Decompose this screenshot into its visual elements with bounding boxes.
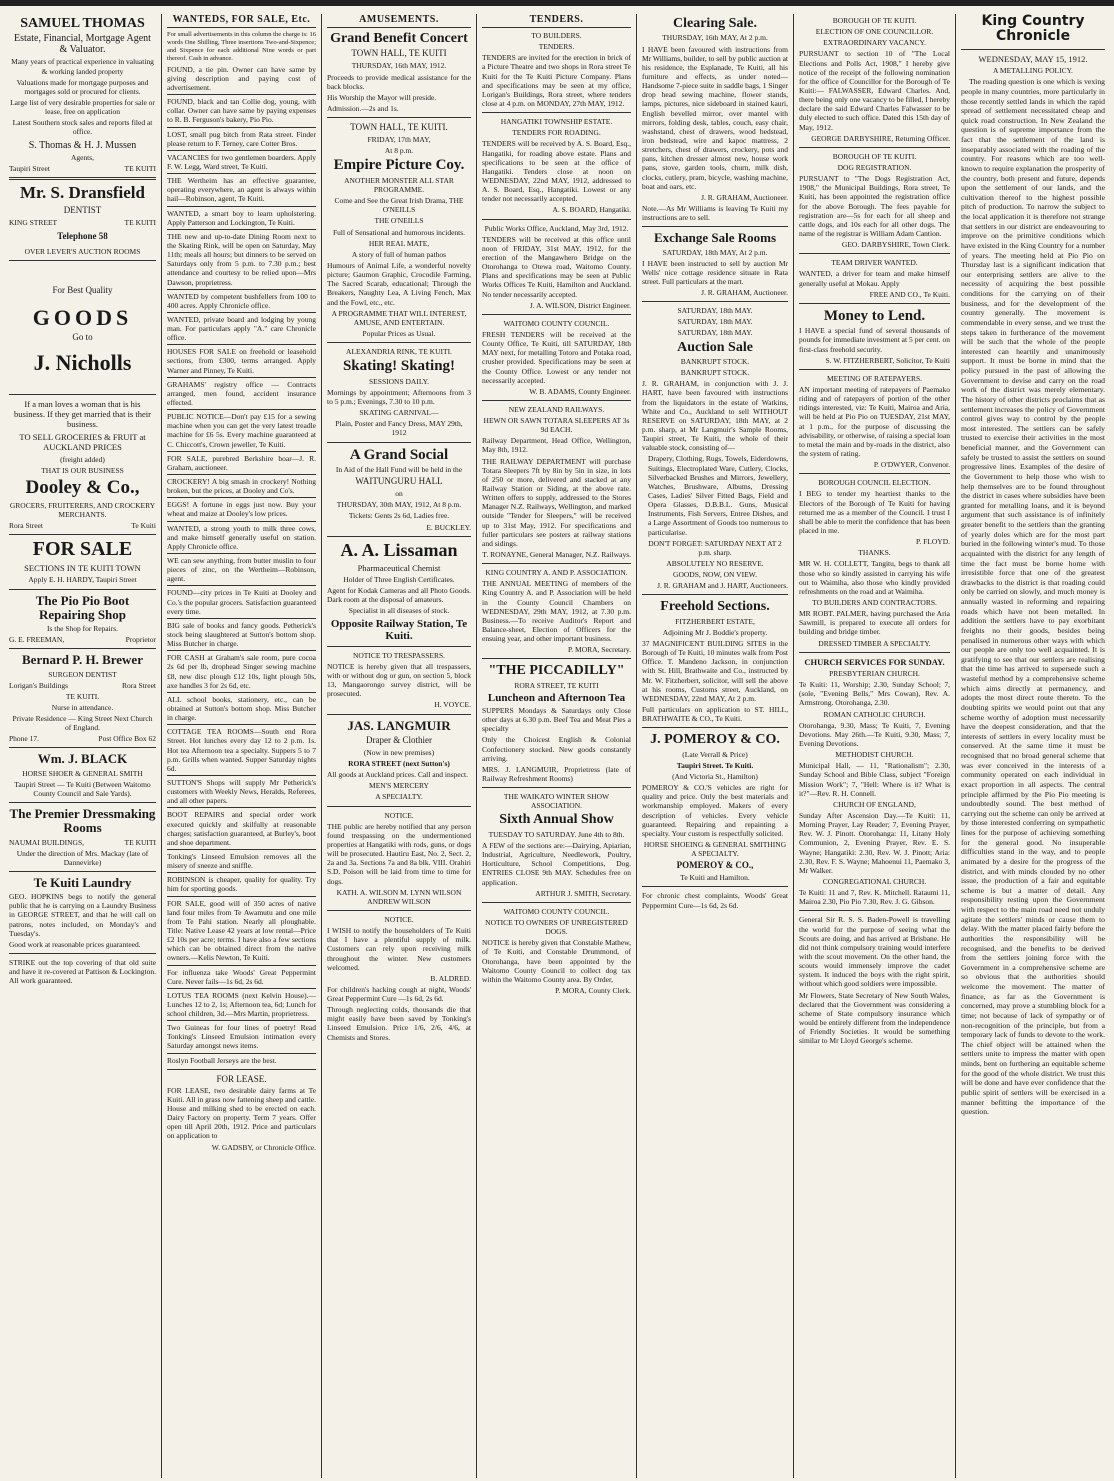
classified-ad: ROBINSON is cheaper, quality for quality. Try him for sporting goods. bbox=[167, 875, 316, 894]
cofe-t: Sunday After Ascension Day.—Te Kuiti: 11, Morning Prayer, Lay Reader; 7, Evening Prayer, Rev. W. J. Pinott. Otorohanga: 11, Litany Holy Communion, 2, Evening Prayer, Rev. E. S. Wayne; Hangatiki: 2.30, Rev. W. J. Pinott; Aria: 2.30, Rev. F. S. Wayne; Mahoenui 11, Paemako 3, Mr Walker. bbox=[799, 810, 950, 875]
brewer-street: Rora Street bbox=[122, 680, 156, 690]
columns bbox=[4, 14, 1110, 1478]
classified-ad: BIG sale of books and fancy goods. Petherick's stock being slaughtered at Sutton's bottom shop. Miss Butcher in charge. bbox=[167, 620, 316, 649]
classified-ad: SUTTON'S Shops will supply Mr Petherick's customers with Weekly News, Heralds, Referees, and all other papers. bbox=[167, 777, 316, 806]
classified-ad: LOTUS TEA ROOMS (next Kelvin House).—Lunches 12 to 2, 1s; Afternoon tea, 6d; Lunch for school children, 3d.—Mrs Martin, proprietress. bbox=[167, 990, 316, 1019]
brewer-bldg: Lorigan's Buildings bbox=[9, 680, 69, 690]
masthead-date: WEDNESDAY, MAY 15, 1912. bbox=[978, 53, 1088, 64]
fs-text: 37 MAGNIFICENT BUILDING SITES in the Borough of Te Kuiti, 10 minutes walk from Post Office. T. Mandeno Jackson, in conjunction with St. Hill, Brathwaite and Co., instructed by Mr. W. Fitzherbert, solicitor, will sell the above at his rooms, Customs street, Auckland, on WEDNESDAY, 22nd MAY, At 2 p.m. bbox=[642, 639, 788, 703]
mens-mercery: MEN'S MERCERY bbox=[369, 781, 429, 791]
fitz-sub: Adjoining Mr J. Boddie's property. bbox=[662, 627, 768, 637]
lease-heading: FOR LEASE. bbox=[216, 1073, 267, 1084]
board: A. S. BOARD, Hangatiki. bbox=[552, 205, 631, 215]
cs-note: Note.—As Mr Williams is leaving Te Kuiti my instructions are to sell. bbox=[642, 203, 788, 223]
lease-sign: W. GADSBY, or Chronicle Office. bbox=[211, 1142, 316, 1152]
tender-1: TENDERS are invited for the erection in brick of a Picture Theatre and two shops in Rora street Te Kuiti for the Te Kuiti Picture Company. Plans and specifications may be seen at my office, Lorigan's Buildings, Rora street, where tenders close at 4 p.m. on MONDAY, 27th MAY, 1912. bbox=[482, 53, 631, 108]
free-co: FREE AND CO., Te Kuiti. bbox=[869, 289, 950, 299]
tender-3: TENDERS will be received at this office until noon of FRIDAY, 31st MAY, 1912, for the erection of the Mangawhero Bridge on the Otorohanga to Otewa road, Waitomo County. Plans and specifications may be seen at Public Works Offices Te Kuiti, Hamilton and Auckland. No tender necessarily accepted. bbox=[482, 234, 631, 299]
fitzherbert: S. W. FITZHERBERT, Solicitor, Te Kuiti bbox=[825, 355, 950, 365]
flowers: Mr Flowers, State Secretary of New South Wales, declared that the Government was considering a scheme of State compulsory insurance which would be entirely different from the independence of Friendly Societies. It would be something similar to Mr Lloyd George's scheme. bbox=[799, 990, 950, 1046]
classified-ad: WANTED, a smart boy to learn upholstering. Apply Patterson and Lockington, Te Kuiti. bbox=[167, 208, 316, 227]
winter-show: THE WAIKATO WINTER SHOW ASSOCIATION. bbox=[503, 792, 610, 811]
roman: ROMAN CATHOLIC CHURCH. bbox=[823, 709, 926, 719]
carnival-sub: Plain, Poster and Fancy Dress, MAY 29th, 1912 bbox=[335, 419, 463, 438]
classified-ad: CROCKERY! A big smash in crockery! Nothing broken, but the prices, at Dooley and Co's. bbox=[167, 477, 316, 496]
ex-text: I HAVE been instructed to sell by auction Mr Wells' nice cottage residence situate in Rata street. Full particulars at the mart. bbox=[642, 258, 788, 286]
piccadilly-street: RORA STREET, TE KUITI bbox=[514, 680, 599, 690]
tender-5: THE RAILWAY DEPARTMENT will purchase Totara Sleepers 7ft by 8in by 5in in size, in lots of 250 or more, delivered and stacked at any Railway Station or Siding, at the above rate. Written offers to supply, addressed to the Stores Manager N.Z. Railways, Wellington, and marked outside "Tender for Sleepers," will be received up to 31st May, 1912. For specifications and fuller particulars see posters at railway stations and sidings. bbox=[482, 456, 631, 548]
thomas-p4: Latest Southern stock sales and reports filed at office. bbox=[12, 118, 153, 137]
roman-t: Otorohanga, 9.30, Mass; Te Kuiti, 7, Evening Devotions. May 26th.—Te Kuiti, 9.30, Mass; 7, Evening Devotions. bbox=[799, 720, 950, 748]
dog-reg: DOG REGISTRATION. bbox=[837, 162, 912, 172]
pom-2: POMEROY & CO., bbox=[676, 860, 754, 871]
election: ELECTION OF ONE COUNCILLOR. bbox=[815, 27, 934, 37]
sat-2: SATURDAY, 18th MAY. bbox=[677, 317, 753, 327]
classified-ad: PUBLIC NOTICE—Don't pay £15 for a sewing machine when you can get the very latest treadle machine for £6 5s. Every machine guaranteed at C. Chiccott's, Crown jeweller, Te Kuiti. bbox=[167, 412, 316, 449]
fs-apply: Full particulars on application to ST. HILL, BRATHWAITE & CO., Te Kuiti. bbox=[642, 705, 788, 724]
tender-6: THE ANNUAL MEETING of members of the King Country A. and P. Association will be held in the County Council Chambers on WEDNESDAY, 29th MAY, 1912, at 7.30 p.m. Business.—To receive Auditor's Report and Balance-sheet, Election of Officers for the ensuing year, and other important business. bbox=[482, 579, 631, 644]
classified-ad: GRAHAMS' registry office — Contracts arranged, men found, accident insurance effected. bbox=[167, 379, 316, 408]
go-to: Go to bbox=[72, 331, 93, 342]
rora-street: RORA STREET (next Sutton's) bbox=[348, 758, 450, 768]
pomeroy: J. POMEROY & CO. bbox=[650, 732, 780, 748]
cofe: CHURCH OF ENGLAND, bbox=[833, 799, 916, 809]
social-date: THURSDAY, 30th MAY, 1912, At 8 p.m. bbox=[336, 500, 462, 510]
hardy: Apply E. H. HARDY, Taupiri Street bbox=[28, 575, 137, 585]
classified-ad: VACANCIES for two gentlemen boarders. Apply F. W. Legg, Ward street, Te Kuiti. bbox=[167, 152, 316, 171]
dogs: NOTICE TO OWNERS OF UNREGISTERED DOGS. bbox=[485, 917, 628, 937]
skating: Skating! Skating! bbox=[342, 358, 456, 375]
chest: For chronic chest complaints, Woods' Great Peppermint Cure—1s 6d, 2s 6d. bbox=[642, 891, 788, 910]
nurse: Nurse in attendance. bbox=[51, 702, 114, 712]
for-sale: FOR SALE bbox=[32, 538, 133, 561]
freight: (freight added) bbox=[60, 454, 105, 464]
laundry-good: Good work at reasonable prices guaranteed. bbox=[9, 939, 141, 949]
town-hall: TOWN HALL, TE KUITI bbox=[351, 48, 447, 59]
draper: Draper & Clothier bbox=[366, 734, 432, 745]
notice2-heading: NOTICE. bbox=[384, 914, 414, 924]
thomas-name: SAMUEL THOMAS bbox=[20, 16, 145, 31]
holder: Holder of Three English Certificates. bbox=[343, 574, 455, 584]
sat-1: SATURDAY, 18th MAY. bbox=[677, 306, 753, 316]
dressed: DRESSED TIMBER A SPECIALTY. bbox=[818, 638, 931, 648]
prices: Popular Prices as Usual. bbox=[362, 328, 436, 338]
dentist: DENTIST bbox=[63, 204, 102, 215]
dentist-town: TE KUITI bbox=[124, 217, 156, 227]
column-4 bbox=[477, 14, 637, 1478]
mussen-addr-left: Taupiri Street bbox=[9, 163, 50, 173]
notice-heading: NOTICE. bbox=[384, 810, 414, 820]
cough: For children's hacking cough at night, Woods' Great Peppermint Cure —1s 6d, 2s 6d. bbox=[327, 984, 471, 1004]
church: CHURCH SERVICES FOR SUNDAY. bbox=[804, 656, 945, 667]
borough-2: BOROUGH OF TE KUITI. bbox=[832, 151, 917, 161]
editorial-text: The roading question is one which is vexing people in many countries, more particularly in those recently settled lands in which the rapid spread of settlement necessitated cheap and quick road construction. In New Zealand the question is of supreme importance from the fact that the settlement of the land is inseparably associated with the roading of the country. For reasons which are too well-known to require explanation the prosperity of the country, both present and future, depends upon the settlement of our lands, and the cultivation thereof to the highest possible pitch of production. To narrow the subject to the local application it is therefore not strange that settlers in our district are endeavouring to improve on the primitive conditions which have existed in the King Country for a number of years. The meeting held at Pio Pio on Thursday last is a significant indication that our enterprising settlers are alive to the necessity of acquiring the best possible conditions for the carrying on of their business, and for the development of the country generally. The movement is commendable in every sense, and we trust the steps taken in furtherance of the movement will be such that the whole of the people interested can heartily and unanimously support. It must be borne in mind that the policy pursued in the past of allowing the Government to devise and carry on the road work of the district was merely elementary. The history of other districts proclaims that as settlement increases the policy of Government control gives way to control by the people most interested. The settlers can be safely trusted to exercise their activities in the most beneficial manner, and the Government can safely be trusted to assist the settlers on sound progressive lines. Examples of the desire of the Government to help those who wish to help themselves are to be found throughout the district in cases where subsidies have been granted for metalling loans, and it is beyond argument that such assistance is of infinitely greater benefit to the settlers than the granting of yearly doles which are for the most part buried in the following winter's mud. To those acquainted with the district for any length of time the fact must be borne home with irresistible force that one of the greatest drawbacks to the district is that roading could only be carried on slowly, and much money is annually wasted in reforming and repairing roads which have not been metalled. In addition the settlers have to pay exorbitant freights no their goods, besides being penalised in numerous other ways with which our people are only too well acquainted. It is gratifying to see that our settlers are realising that the time has arrived to supersede such a wasteful method by a comprehensive scheme which aims directly at permanency, and adopts the most direct route thereto. To the doubting spirits we would point out that any scheme worthy of adoption must necessarily have the deepest consideration, and that the interests of settlers in every locality must be conserved. At the same time it must be recognised that no broad general scheme that was ever conceived in the interests of a community operated on each individual in exact proportion in all aspects. The central principle affirmed by the Pio Pio meeting is undoubtedly sound. The best method of carrying out the scheme can only be arrived at by those interested conferring on sympathetic lines for the purpose of achieving something for the general good. No insuperable difficulties stand in the way, and to people animated by a desire for the progress of the district, and with minds clouded by no other issue, the production of a fair and equitable scheme is but a matter of detail. Any responsibility resting upon the Government with respect to the main road need not unduly agitate the settlers' minds or cause them to delay. With the matter placed fairly before the authorities the responsibility will be recognised, and the benefits to be derived from the settlers joining force with the Government in a comprehensive scheme are so obvious that the authorities should welcome the movement. The matter of finance, as far as the Government is concerned, may prove a stumbling block for a time; not because of lack of sympathy or of non-recognition of the principle, but from a temporary lack of funds to devote to the work. The chief object will be attained when the settlers unite to impress the matter with open minds, bent on furthering an equitable scheme for the good of the whole district. We trust this will be done and have ever confidence that the public spirit of settlers will be exercised in a manner befitting the importance of the question. bbox=[961, 77, 1106, 1117]
classified-ad: WANTED, private board and lodging by young man. For particulars apply "A." care Chronicle office. bbox=[167, 314, 316, 343]
ratepayers: MEETING OF RATEPAYERS. bbox=[826, 373, 923, 383]
notice2: I WISH to notify the householders of Te Kuiti that I have a plentiful supply of milk. Customers can rely upon receiving milk throughout the winter. New customers welcomed. bbox=[327, 926, 471, 972]
piccadilly: "THE PICCADILLY" bbox=[488, 663, 625, 679]
method-t: Municipal Hall, — 11, "Rationalism"; 2.30, Sunday School and Bible Class, subject "Foreign Mission Work"; 7, "Hell: Where is it? What is it?"—Rev. R. H. Connell. bbox=[799, 761, 950, 798]
classified-ad: THE Wertheim has an effective guarantee, operating everywhere, an agent is always within hail—Robinson, agent, Te Kuiti. bbox=[167, 176, 316, 204]
poem: If a man loves a woman that is his business. If they get married that is their business. bbox=[14, 398, 151, 430]
sixth-show: Sixth Annual Show bbox=[499, 812, 614, 828]
d-text: PURSUANT to "The Dogs Registration Act, 1908," the Municipal Buildings, Rora street, Te Kuiti, has been appointed the registration office for the above Borough. The fees payable for registration are—5s for each for all sheep and cattle dogs, and 10s each for all other dogs. The name of the registrar is William Adam Cantion. bbox=[799, 174, 950, 238]
monster: ANOTHER MONSTER ALL STAR PROGRAMME. bbox=[344, 175, 454, 194]
piopio-sub: Is the Shop for Repairs. bbox=[46, 624, 119, 634]
exchange: Exchange Sale Rooms bbox=[653, 230, 777, 246]
naumai: NAUMAI BUILDINGS, bbox=[9, 837, 84, 847]
classified-ad: WANTED, a strong youth to milk three cows, and make himself generally useful on station. Apply Chronicle office. bbox=[167, 523, 316, 551]
po-box: Post Office Box 62 bbox=[98, 734, 156, 744]
clearing-sale: Clearing Sale. bbox=[673, 16, 757, 31]
kcapa: KING COUNTRY A. AND P. ASSOCIATION. bbox=[485, 568, 628, 578]
b-text: I BEG to tender my heartiest thanks to the Electors of the Borough of Te Kuiti for having returned me as a member of the Council. I trust I shall be able to merit the confidence that has been placed in me. bbox=[799, 489, 950, 535]
brewer-town: TE KUITI. bbox=[65, 691, 100, 701]
classified-ad: LOST, small pug bitch from Rata street. Finder please return to F. Terney, care Cotter Bros. bbox=[167, 129, 316, 148]
rdept: Railway Department, Head Office, Wellington, May 8th, 1912. bbox=[482, 436, 631, 455]
dooley: Dooley & Co., bbox=[25, 476, 140, 498]
classified-ad: EGGS! A fortune in eggs just now. Buy your wheat and maize at Dooley's low prices. bbox=[167, 500, 316, 519]
classified-ad: Roslyn Football Jerseys are the best. bbox=[167, 1055, 277, 1065]
telephone: Telephone 58 bbox=[57, 230, 108, 241]
groceries: TO SELL GROCERIES & FRUIT at AUCKLAND PRICES bbox=[19, 431, 146, 453]
thomas-p2: Valuations made for mortgage purposes and mortgages sold or procured for clients. bbox=[16, 77, 149, 96]
social-on: on bbox=[395, 489, 403, 499]
opposite: Opposite Railway Station, Te Kuiti. bbox=[330, 617, 468, 642]
goods: GOODS bbox=[32, 304, 133, 330]
column-2 bbox=[162, 14, 322, 1478]
column-5 bbox=[637, 14, 794, 1478]
dransfield: Mr. S. Dransfield bbox=[20, 182, 145, 202]
naumai-town: TE KUITI bbox=[124, 837, 156, 847]
wanteds-heading: WANTEDS, FOR SALE, Etc. bbox=[167, 14, 316, 28]
humours: Humours of Animal Life, a wonderful novelty picture; Gaumon Graphic, Crocodile Farming, The Sacred Scarab, educational; Through the Breakers, Naughty Lea, A Living Fench, Max and the Fowl, etc., etc. bbox=[327, 260, 471, 307]
sessions-sub: Mornings by appointment; Afternoons from 3 to 5 p.m.; Evenings, 7.30 to 10 p.m. bbox=[327, 387, 471, 406]
admission: Admission.—2s and 1s. bbox=[327, 103, 399, 113]
fitz-estate: FITZHERBERT ESTATE, bbox=[675, 616, 755, 626]
contractors: TO BUILDERS AND CONTRACTORS. bbox=[812, 597, 937, 607]
presby: PRESBYTERIAN CHURCH. bbox=[829, 669, 920, 679]
thomas-p3: Large list of very desirable properties for sale or lease, free on application bbox=[10, 97, 155, 117]
specialist: Specialist in all diseases of stock. bbox=[348, 606, 450, 616]
mora: P. MORA, Secretary. bbox=[567, 645, 631, 655]
pom-2-sub: Te Kuiti and Hamilton. bbox=[680, 873, 750, 883]
rink: ALEXANDRIA RINK, TE KUITI. bbox=[346, 347, 452, 357]
congreg: CONGREGATIONAL CHURCH. bbox=[822, 876, 927, 886]
waitomo-2: WAITOMO COUNTY COUNCIL. bbox=[503, 906, 610, 916]
pwo: Public Works Office, Auckland, May 3rd, 1912. bbox=[484, 223, 629, 233]
pom-hs: HORSE SHOEING & GENERAL SMITHING A SPECIALTY. bbox=[643, 839, 787, 859]
carnival: SKATING CARNIVAL— bbox=[359, 408, 439, 418]
column-3 bbox=[322, 14, 477, 1478]
classified-ad: FOR SALE, good will of 350 acres of native land four miles from Te Awamutu and one mile from Te Pahi station. Nearly all ploughable. Title: Native Lease 42 years at low rental—Price £2 10s per acre; terms. I have also a few sections which can be obtained direct from the native owners.—Kelis Newton, Te Kuiti. bbox=[167, 898, 316, 963]
au-list: Drapery, Clothing, Rugs, Towels, Eiderdowns, Suitings, Electroplated Ware, Cutlery, Clocks, Silverbacked Brushes and Mirrors, Jewellery, Watches, Brushware, Albums, Dressing Cases, Ladies' Silver Fitted Bags, Field and Opera Glasses, D.B.B.L. Guns, Musical Instruments, Fish Servers, Entree Dishes, and a Large Assortment of Goods too numerous to particularise. bbox=[648, 454, 788, 537]
empire: Empire Picture Coy. bbox=[333, 157, 465, 174]
method: METHODIST CHURCH. bbox=[835, 750, 914, 760]
piopio: The Pio Pio Boot Repairing Shop bbox=[35, 592, 130, 622]
floyd: P. FLOYD. bbox=[916, 537, 950, 547]
cs-text: I HAVE been favoured with instructions from Mr Williams, builder, to sell by public auction at his residence, the Esplanade, Te Kuiti, all his furniture and effects, as under noted— Handsome 7-piece suite in saddle bags, 1 Singer drop head sewing machine, flower stands, lamps, pictures, nice sideboard in stained kauri, English bevelled mirror, over mantel with mirrors, folding desk, tables, couch, easy chair, washstand, chest of drawers, wood bedstead, iron bedstead, wire and kapoc mattress, 2 stretchers, chest of drawers, crockery, pots and pans, kitchen dresser almost new, house work pans, stove, garden tools, churn, milk dish, clocks, cutlery, pram, bicycle, washing machine, boat and oars, etc. bbox=[642, 44, 788, 191]
no-reserve: ABSOLUTELY NO RESERVE. bbox=[666, 558, 764, 568]
freeman: G. E. FREEMAN, bbox=[9, 635, 65, 645]
thomas-sub: Estate, Financial, Mortgage Agent & Valuator. bbox=[14, 33, 151, 56]
pom-street: Taupiri Street. Te Kuiti. bbox=[676, 760, 754, 770]
worship: His Worship the Mayor will preside. bbox=[327, 92, 437, 102]
graham-3: J. R. GRAHAM and J. HART, Auctioneers. bbox=[657, 581, 788, 591]
graham-2: J. R. GRAHAM, Auctioneer. bbox=[701, 288, 788, 298]
c-text: MR ROBT. PALMER, having purchased the Aria Sawmill, is prepared to execute all orders for building and bridge timber. bbox=[799, 609, 950, 637]
baden: General Sir R. S. S. Baden-Powell is travelling the world for the purpose of seeing what the Scouts are doing, and has arrived at Brisbane. He did not think compulsory training would interfere with the scout movement. On the other hand, the scouts would immensely improve the cadet system. It induced the boys with the right spirit, without which good soldiers were impossible. bbox=[799, 915, 950, 989]
smith: ARTHUR J. SMITH, Secretary. bbox=[535, 888, 631, 898]
waitomo: WAITOMO COUNTY COUNCIL. bbox=[503, 318, 610, 328]
tickets: Tickets: Gents 2s 6d, Ladies free. bbox=[348, 511, 450, 521]
drama2: THE O'NEILLS bbox=[374, 216, 424, 226]
bce: BOROUGH COUNCIL ELECTION. bbox=[818, 478, 931, 488]
freehold: Freehold Sections. bbox=[660, 599, 770, 615]
surgeon: SURGEON DENTIST bbox=[48, 669, 117, 679]
drama: Come and See the Great Irish Drama, THE O'NEILLS bbox=[334, 196, 464, 215]
proceeds: Proceeds to provide medical assistance for the back blocks. bbox=[327, 72, 471, 91]
presby-t: Te Kuiti: 11, Worship; 2.30, Sunday School; 7, (sole, "Evening Bells," Mrs Cowan), Rev. A. Armstrong. Otorohanga, 2.30. bbox=[799, 680, 950, 708]
classified-ad: HOUSES FOR SALE on freehold or leasehold sections, from £300, terms arranged. Apply Warner and Pinney, Te Kuiti. bbox=[167, 347, 316, 375]
classified-ad: FOUND—city prices in Te Kuiti at Dooley and Co.'s the popular grocers. Satisfaction guaranteed every time. bbox=[167, 588, 316, 616]
ronayne: T. RONAYNE, General Manager, N.Z. Railways. bbox=[482, 550, 631, 560]
cs-date: THURSDAY, 16th MAY, At 2 p.m. bbox=[662, 33, 768, 43]
black: Wm. J. BLACK bbox=[37, 751, 128, 767]
mussen-addr-right: TE KUITI bbox=[124, 163, 156, 173]
dooley-sub: GROCERS, FRUITERERS, AND CROCKERY MERCHANTS. bbox=[9, 500, 156, 519]
mussen-agents: Agents, bbox=[70, 152, 95, 162]
auction-sale: Auction Sale bbox=[677, 339, 753, 355]
column-6 bbox=[794, 14, 956, 1478]
odwyer: P. O'DWYER, Convenor. bbox=[873, 460, 950, 470]
amusements-heading: AMUSEMENTS. bbox=[327, 14, 471, 28]
pom-text: POMEROY & CO.'S vehicles are right for quality and price. Only the best materials and workmanship employed. Makers of every description of vehicles. Every vehicle guaranteed. Repairing and repainting a specialty. Your custom is respectfully solicited. bbox=[642, 783, 788, 838]
brewer: Bernard P. H. Brewer bbox=[22, 652, 143, 668]
nicholls: J. Nicholls bbox=[33, 349, 132, 375]
wanteds-intro: For small advertisements in this column the charge is: 16 words One Shilling, Three insertions Two-and-Sixpence; and Sixpence for each additional Nine words or part thereof. Cash in advance. bbox=[167, 31, 316, 62]
lissaman: A. A. Lissaman bbox=[340, 539, 458, 560]
railways: NEW ZEALAND RAILWAYS. bbox=[508, 404, 605, 414]
ex-date: SATURDAY, 18th MAY, At 2 p.m. bbox=[662, 247, 768, 257]
waitunguru: WAITUNGURU HALL bbox=[355, 476, 443, 487]
voyce: H. VOYCE. bbox=[434, 700, 471, 710]
auction-rooms: OVER LEVER'S AUCTION ROOMS bbox=[24, 246, 141, 256]
colds: Through neglecting colds, thousands die that might easily have been saved by Tonking's Linseed Emulsion. Price 1/6, 2/6, 4/6, at Chemists and Stores. bbox=[327, 1005, 471, 1042]
darbyshire: GEORGE DARBYSHIRE, Returning Officer. bbox=[811, 133, 950, 143]
tender-7: A FEW of the sections are:—Dairying, Apiarian, Industrial, Agriculture, Needlework, Poultry, Horticulture, School Competitions, Dog. ENTRIES CLOSE 9th MAY. Schedules free on application. bbox=[482, 841, 631, 887]
editorial-heading: A METALLING POLICY. bbox=[993, 66, 1073, 76]
concert-date: THURSDAY, 16th MAY, 1912. bbox=[351, 61, 447, 71]
classified-ad: FOR SALE, purebred Berkshire boar—J. R. Graham, auctioneer. bbox=[167, 453, 316, 472]
social: A Grand Social bbox=[349, 446, 449, 463]
laundry-text: GEO. HOPKINS begs to notify the general public that he is carrying on a Laundry Business in GEORGE STREET, and that he will call on patrons, notes included, on Monday's and Tuesday's. bbox=[9, 892, 156, 938]
driver: TEAM DRIVER WANTED. bbox=[831, 258, 918, 268]
column-1 bbox=[4, 14, 162, 1478]
luncheon: Luncheon and Afternoon Tea bbox=[487, 691, 626, 704]
t-text: MR W. H. COLLETT, Tangitu, begs to thank all those who so kindly assisted in carrying his wife out to Waimiha, also those who kindly provided refreshments on the road and at Waimiha. bbox=[799, 559, 950, 596]
sleepers: HEWN OR SAWN TOTARA SLEEPERS AT 3s 9d EACH. bbox=[483, 416, 630, 435]
laundry: Te Kuiti Laundry bbox=[33, 874, 132, 890]
programme: A PROGRAMME THAT WILL INTEREST, AMUSE, AND ENTERTAIN. bbox=[331, 308, 467, 327]
vacancy: EXTRAORDINARY VACANCY. bbox=[823, 38, 926, 48]
freeman-title: Proprietor bbox=[125, 635, 156, 645]
classified-ad: Two Guineas for four lines of poetry! Read Tonking's Linseed Emulsion intimation every Saturday amongst news items. bbox=[167, 1023, 316, 1051]
strike: STRIKE out the top covering of that old suite and have it re-covered at Pattison & Lockington. All work guaranteed. bbox=[9, 958, 156, 986]
mo-text: I HAVE a special fund of several thousands of pounds for immediate investment at 5 per cent. on first-class freehold security. bbox=[799, 326, 950, 354]
dr-text: WANTED, a driver for team and make himself generally useful at Mokau. Apply bbox=[799, 269, 950, 288]
social-sub: In Aid of the Hall Fund will be held in the bbox=[335, 465, 463, 475]
classified-ad: COTTAGE TEA ROOMS—South end Rora Street. Hot lunches every day 12 to 2 p.m. 1s. Hot tea Afternoon tea a specialty. Suppers 5 to 7 p.m. Grills when wanted. Supper Saturday nights 6d. bbox=[167, 727, 316, 773]
hall2-time: At 8 p.m. bbox=[384, 146, 414, 156]
classified-ad: FOUND, black and tan Collie dog, young, with collar. Owner can have same by paying expenses to R. B. Ferguson's bakery, Pio Pio. bbox=[167, 97, 316, 125]
forget: DON'T FORGET: SATURDAY NEXT AT 2 p.m. sharp. bbox=[648, 538, 782, 557]
roading: TENDERS FOR ROADING. bbox=[512, 128, 601, 138]
buckley: E. BUCKLEY. bbox=[426, 522, 471, 532]
notice: THE public are hereby notified that any person found trespassing on the undermentioned properties at Hangatiki with rods, guns, or dogs will be prosecuted. Hautiru East, No. 2, Sect. 2, 2a and 3a. Sections 7a and 8a blk. VIII. Orahiri S.D. Poison will be laid from time to time for dogs. bbox=[327, 821, 471, 886]
sessions: SESSIONS DAILY. bbox=[369, 376, 429, 386]
suppers: SUPPERS Mondays & Saturdays only Close other days at 6.30 p.m. Beef Tea and Meat Pies a specialty bbox=[482, 706, 631, 734]
masthead-title: King Country Chronicle bbox=[981, 14, 1085, 45]
premises: (Now in new premises) bbox=[363, 747, 435, 757]
column-7 bbox=[956, 14, 1110, 1478]
trespass-heading: NOTICE TO TRESPASSERS. bbox=[352, 650, 446, 660]
dooley-town: Te Kuiti bbox=[131, 521, 156, 531]
mate: HER REAL MATE, bbox=[368, 238, 430, 248]
drama-sub: Full of Sensational and humorous incidents. bbox=[332, 227, 466, 237]
bankrupt-2: BANKRUPT STOCK. bbox=[680, 368, 750, 378]
bankrupt-1: BANKRUPT STOCK. bbox=[680, 357, 750, 367]
money: Money to Lend. bbox=[823, 307, 926, 324]
tenders-sub: TENDERS. bbox=[538, 42, 575, 52]
classified-ad: FOR CASH at Graham's sale room, pure cocoa 2s 6d per lb, drophead Singer sewing machine £8, new disc plough £12 10s, light plough 50s, axe handles 3 for 2s 6d, etc. bbox=[167, 653, 316, 690]
tender-2: TENDERS will be received by A. S. Board, Esq., Hangatiki, for roading above estate. Plans and specifications to be seen at the office of Hangatiki. Tenders close at noon on WEDNESDAY, 22nd MAY, 1912, addressed to A. S. Board, Esq., Hangatiki. Lowest or any tender not necessarily accepted. bbox=[482, 139, 631, 204]
town-hall-2: TOWN HALL, TE KUITI. bbox=[350, 122, 448, 133]
black-addr: Taupiri Street — Te Kuiti (Between Waitomo County Council and Sale Yards). bbox=[14, 779, 151, 798]
our-business: THAT IS OUR BUSINESS bbox=[41, 465, 124, 475]
pom-sub: (Late Verrall & Price) bbox=[682, 749, 748, 759]
choc: Only the Choicest English & Colonial Confectionery stocked. New goods constantly arriving. bbox=[482, 735, 631, 763]
auckland-prices: All goods at Auckland prices. Call and inspect. bbox=[327, 770, 469, 780]
classified-ad: For influenza take Woods' Great Peppermint Cure. Never fails—1s 6d, 2s 6d. bbox=[167, 967, 316, 986]
concert: Grand Benefit Concert bbox=[330, 31, 468, 46]
classified-ad: ALL school books, stationery, etc., can be obtained at Sutton's bottom shop. Miss Butcher in charge. bbox=[167, 694, 316, 723]
sections: SECTIONS IN TE KUITI TOWN bbox=[24, 563, 141, 574]
mackay: Under the direction of Mrs. Mackay (late of Dannevirke) bbox=[16, 848, 149, 867]
top-border bbox=[0, 0, 1114, 6]
phone: Phone 17. bbox=[9, 734, 39, 744]
black-sub: HORSE SHOER & GENERAL SMITH bbox=[22, 768, 143, 778]
dressmaking: The Premier Dressmaking Rooms bbox=[9, 806, 156, 836]
congreg-t: Te Kuiti: 11 and 7, Rev. K. Mitchell. Rataumi 11, Mairoa 2.30, Pio Pio 7.30, Rev. J. G. Gibson. bbox=[799, 888, 950, 907]
kodak: Agent for Kodak Cameras and all Photo Goods. Dark room at the disposal of amateurs. bbox=[327, 586, 471, 605]
show-date: TUESDAY TO SATURDAY. June 4th to 8th. bbox=[488, 829, 625, 839]
to-builders: TO BUILDERS. bbox=[531, 31, 582, 40]
dentist-street: KING STREET bbox=[9, 217, 58, 227]
hall2-date: FRIDAY, 17th MAY, bbox=[367, 135, 431, 145]
mrs-langmuir: MRS. J. LANGMUIR, Proprietress (late of Railway Refreshment Rooms) bbox=[482, 764, 631, 784]
mate-sub: A story of full of human pathos bbox=[351, 249, 447, 259]
mussen: S. Thomas & H. J. Mussen bbox=[28, 139, 137, 151]
mora-2: P. MORA, County Clerk. bbox=[555, 985, 631, 995]
langmuir: JAS. LANGMUIR bbox=[347, 717, 451, 733]
tender-4: FRESH TENDERS will be received at the County Office, Te Kuiti, till SATURDAY, 18th MAY next, for metalling Totoro and Potaka road, crusher provided. Specifications may be seen at the County Office. Lowest or any tender not necessarily accepted. bbox=[482, 329, 631, 385]
classified-ads bbox=[167, 65, 316, 1065]
wilson-engineer: J. A. WILSON, District Engineer. bbox=[529, 300, 631, 310]
sat-3: SATURDAY, 18th MAY. bbox=[677, 328, 753, 338]
au-text: J. R. GRAHAM, in conjunction with J. J. HART, have been favoured with instructions from the liquidators in the estate of Watkins, White and Co., Auckland to sell WITHOUT RESERVE on SATURDAY, 18th MAY, at 2 p.m. sharp, at Mr Langmuir's Sample Rooms, Taupiri street, Te Kuiti, the whole of their valuable stock, consisting of— bbox=[642, 379, 788, 453]
classified-ad: FOUND, a tie pin. Owner can have same by giving description and paying cost of advertisement. bbox=[167, 64, 316, 92]
private-residence: Private Residence — King Street Next Church of England. bbox=[12, 714, 153, 733]
pom-street-2: (And Victoria St., Hamilton) bbox=[672, 772, 758, 781]
classified-ad: WANTED by competent bushfellers from 100 to 400 acres. Apply Chronicle office. bbox=[167, 291, 316, 310]
classified-ad: BOOT REPAIRS and special order work executed quickly and skilfully at reasonable charges; satisfaction guaranteed, at Burley's, boot and shoe department. bbox=[167, 810, 316, 847]
tender-8: NOTICE is hereby given that Constable Mathew, of Te Kuiti, and Constable Drummond, of Otorohanga, have been appointed by the Waitomo County Council to collect dog tax within the Waitomo County area. By Order, bbox=[482, 938, 631, 984]
classified-ad: WE can sew anything, from butter muslin to four pieces of zinc, on the Wertheim—Robinson, agent. bbox=[167, 556, 316, 584]
graham: J. R. GRAHAM, Auctioneer. bbox=[701, 192, 788, 202]
thanks: THANKS. bbox=[858, 548, 891, 558]
v-text: PURSUANT to section 10 of "The Local Elections and Polls Act, 1908," I hereby give notice of the receipt of the following nomination for the office of Councillor for the Borough of Te Kuiti:— FALWASSER, Edward Charles. And, there being only one vacancy to be filled, I hereby declare the said Edward Charles Falwasser to be duly elected to such office. Dated this 15th day of May, 1912. bbox=[799, 49, 950, 132]
tenders-heading: TENDERS. bbox=[482, 14, 631, 28]
classified-ad: Tonking's Linseed Emulsion removes all the misery of sneeze and sniffle. bbox=[167, 851, 316, 871]
trespass: NOTICE is hereby given that all trespassers, with or without dog or gun, on section 5, block 13, Mangaorongo survey district, will be prosecuted. bbox=[327, 661, 471, 699]
chemist: Pharmaceutical Chemist bbox=[357, 562, 441, 573]
specialty: A SPECIALTY. bbox=[375, 792, 423, 802]
thomas-p1: Many years of practical experience in valuating & working landed property bbox=[11, 57, 154, 76]
best-quality: For Best Quality bbox=[52, 284, 113, 295]
dooley-street: Rora Street bbox=[9, 521, 43, 531]
hangatiki: HANGATIKI TOWNSHIP ESTATE. bbox=[500, 117, 613, 127]
classified-ad: THE new and up-to-date Dining Room next to the Skating Rink, will be open on Saturday, May 11th; meals all hours; but dinners to be served on Saturdays only from 5 p.m. to 7.30 p.m.; best attendance and courtesy to be relied upon—Mrs Dawson, proprietress. bbox=[167, 231, 316, 287]
aldred: B. ALDRED. bbox=[430, 973, 471, 983]
borough: BOROUGH OF TE KUITI. bbox=[832, 16, 917, 25]
adams: W. B. ADAMS, County Engineer. bbox=[529, 386, 631, 396]
darbyshire-2: GEO. DARBYSHIRE, Town Clerk. bbox=[841, 240, 950, 250]
lease-text: FOR LEASE, two desirable dairy farms at Te Kuiti. All in grass now fattening sheep and cattle. House and milking shed to be erected on each. Dairy Factory on property. Term 7 years. Offer open till April 20th, 1912. Price and particulars on application to bbox=[167, 1085, 316, 1141]
r-text: AN important meeting of ratepayers of Paemako riding and of ratepayers of portion of the other ridings interested, viz: Te Kuiti, Mairoa and Aria, will be held at Pio Pio on TUESDAY, 21st MAY, at 1 p.m., for the purpose of discussing the advisability, or otherwise, of raising a special loan to metal the main and by-roads in the district, also the system of rating. bbox=[799, 385, 950, 458]
wilson-names: KATH. A. WILSON M. LYNN WILSON ANDREW WILSON bbox=[336, 887, 462, 906]
on-view: GOODS, NOW, ON VIEW. bbox=[673, 570, 757, 580]
